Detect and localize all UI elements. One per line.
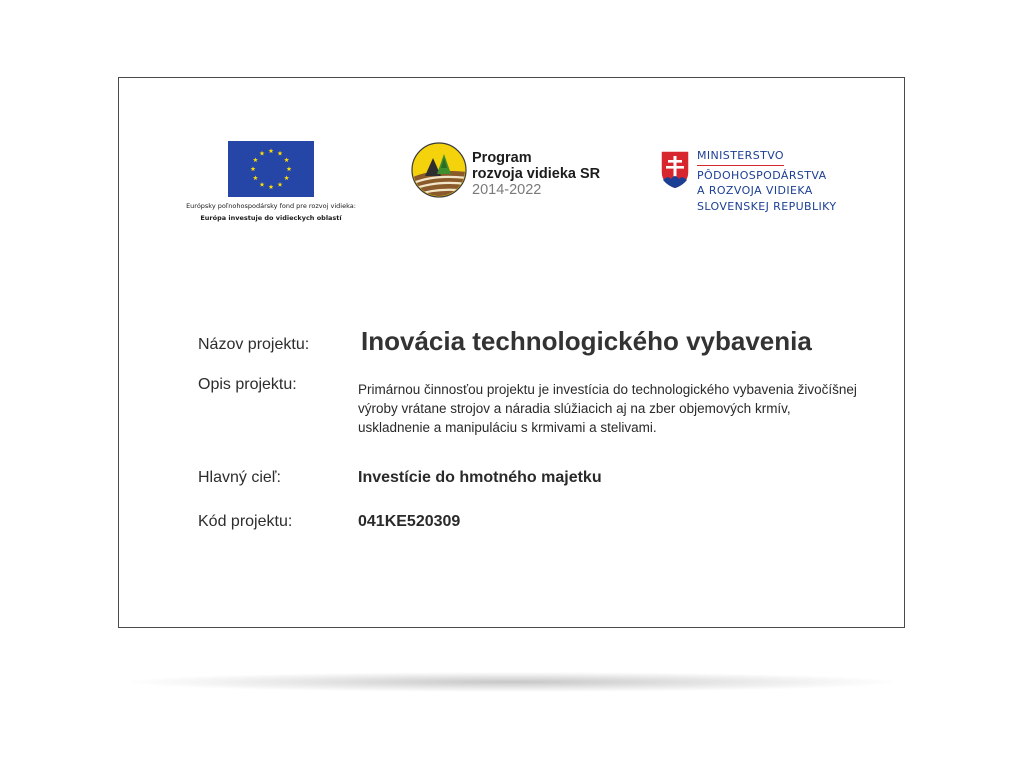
prv-line3: 2014-2022 — [472, 182, 542, 198]
prv-logo-text — [472, 150, 600, 198]
eu-caption-line2: Európa investuje do vidieckych oblastí — [200, 214, 342, 222]
eu-flag-icon — [228, 141, 314, 197]
board-shadow — [130, 672, 894, 692]
eu-caption — [168, 200, 374, 224]
project-code-value: 041KE520309 — [358, 513, 461, 530]
project-description-label: Opis projektu: — [198, 376, 297, 393]
prv-line2: rozvoja vidieka SR — [472, 166, 601, 182]
project-code-label: Kód projektu: — [198, 513, 293, 530]
main-goal-value: Investície do hmotného majetku — [358, 469, 602, 486]
ministry-logo-text — [697, 148, 837, 214]
slovak-coat-of-arms-icon — [660, 150, 690, 190]
project-name-value: Inovácia technologického vybavenia — [361, 326, 812, 356]
ministry-line4: SLOVENSKEJ REPUBLIKY — [697, 199, 837, 213]
project-description-value: Primárnou činnosťou projektu je investícia do technologického vybavenia živočíšnej výroby vrátane strojov a náradia slúžiacich aj na zber objemových krmív, uskladnenie a manipuláciu s krmivami a stelivami. — [358, 382, 857, 435]
ministry-line2: PÔDOHOSPODÁRSTVA — [697, 168, 827, 182]
eu-caption-line1: Európsky poľnohospodársky fond pre rozvoj vidieka: — [186, 202, 356, 210]
prv-emblem-icon — [411, 142, 467, 198]
prv-line1: Program — [472, 150, 532, 166]
main-goal-label: Hlavný cieľ: — [198, 469, 281, 486]
ministry-line1: MINISTERSTVO — [697, 148, 784, 166]
project-name-label: Názov projektu: — [198, 336, 310, 353]
ministry-line3: A ROZVOJA VIDIEKA — [697, 184, 813, 197]
